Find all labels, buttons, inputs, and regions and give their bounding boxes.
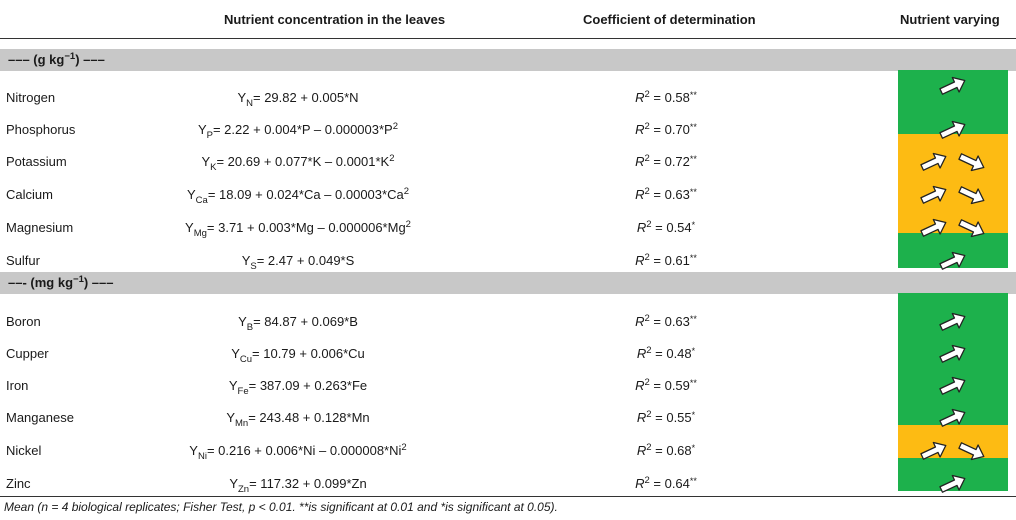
r2-symbol: $R^2$ bbox=[635, 186, 650, 202]
table-row bbox=[0, 122, 890, 140]
table-row bbox=[0, 346, 890, 364]
regression-equation bbox=[118, 346, 478, 365]
r2-symbol: $R^2$ bbox=[636, 345, 652, 361]
arrow-icon bbox=[937, 408, 969, 428]
r2-symbol: $R^2$ bbox=[635, 153, 650, 169]
arrow-icon bbox=[937, 76, 969, 96]
nutrient-varying-block bbox=[898, 425, 1008, 458]
table-row bbox=[0, 378, 890, 396]
arrow-icon bbox=[918, 218, 950, 238]
r2-value: = 0.55 bbox=[655, 410, 692, 425]
eq-body: = 20.69 + 0.077*K – 0.0001*K bbox=[216, 154, 390, 169]
r-squared bbox=[556, 220, 776, 235]
arrow-icon bbox=[956, 185, 988, 205]
eq-y-subscript: Cu bbox=[239, 354, 253, 365]
regression-equation bbox=[118, 378, 478, 397]
arrow-icon bbox=[956, 152, 988, 172]
eq-exponent: 2 bbox=[405, 219, 411, 230]
section-band-mg bbox=[0, 272, 1016, 294]
r2-value: = 0.68 bbox=[655, 443, 692, 458]
eq-y-subscript: Ca bbox=[195, 195, 208, 206]
arrow-icon bbox=[918, 441, 950, 461]
r-squared bbox=[556, 122, 776, 137]
r-squared bbox=[556, 443, 776, 458]
regression-equation bbox=[118, 442, 478, 462]
nutrient-name: Sulfur bbox=[6, 253, 40, 268]
r2-value: = 0.64 bbox=[653, 476, 690, 491]
regression-equation bbox=[118, 121, 478, 141]
significance-mark: ** bbox=[689, 476, 697, 486]
arrow-icon bbox=[937, 251, 969, 271]
eq-y-subscript: B bbox=[246, 322, 254, 333]
r2-value: = 0.61 bbox=[653, 253, 690, 268]
nutrient-name: Cupper bbox=[6, 346, 49, 361]
regression-equation bbox=[118, 410, 478, 429]
nutrient-name: Magnesium bbox=[6, 220, 74, 235]
eq-body: = 2.22 + 0.004*P – 0.000003*P bbox=[212, 122, 393, 137]
eq-y: Y bbox=[231, 346, 240, 361]
eq-y: Y bbox=[186, 187, 196, 202]
r-squared bbox=[556, 253, 776, 268]
r-squared bbox=[556, 378, 776, 393]
eq-y-subscript: Mg bbox=[193, 228, 207, 239]
arrow-icon bbox=[937, 344, 969, 364]
r2-value: = 0.72 bbox=[653, 154, 690, 169]
significance-mark: ** bbox=[689, 253, 697, 263]
regression-equation bbox=[118, 314, 478, 333]
nutrient-name: Zinc bbox=[6, 476, 31, 491]
r2-symbol: $R^2$ bbox=[635, 252, 650, 268]
eq-y-subscript: Mn bbox=[235, 418, 249, 429]
eq-body: = 84.87 + 0.069*B bbox=[253, 314, 358, 329]
significance-mark: * bbox=[691, 346, 696, 356]
r2-symbol: $R^2$ bbox=[635, 121, 650, 137]
nutrient-name: Boron bbox=[6, 314, 41, 329]
r2-symbol: $R^2$ bbox=[635, 475, 650, 491]
r2-value: = 0.63 bbox=[653, 314, 690, 329]
significance-mark: * bbox=[691, 220, 696, 230]
r2-value: = 0.70 bbox=[653, 122, 690, 137]
r-squared bbox=[556, 154, 776, 169]
eq-y: Y bbox=[228, 378, 238, 393]
eq-body: = 243.48 + 0.128*Mn bbox=[248, 410, 370, 425]
table-row bbox=[0, 154, 890, 172]
table-footnote: Mean (n = 4 biological replicates; Fisher Test, p < 0.01. **is significant at 0.01 and *is significant at 0.05). bbox=[4, 500, 558, 514]
eq-y-subscript: Fe bbox=[237, 386, 249, 397]
header-rule bbox=[0, 38, 1016, 39]
eq-y: Y bbox=[201, 154, 211, 169]
significance-mark: * bbox=[691, 443, 696, 453]
eq-y: Y bbox=[241, 253, 251, 268]
eq-y: Y bbox=[229, 476, 238, 491]
nutrient-name: Manganese bbox=[6, 410, 74, 425]
arrow-icon bbox=[918, 185, 950, 205]
r2-value: = 0.48 bbox=[655, 346, 692, 361]
table-row bbox=[0, 253, 890, 271]
significance-mark: ** bbox=[689, 122, 697, 132]
regression-equation bbox=[118, 186, 478, 206]
r2-symbol: $R^2$ bbox=[636, 409, 652, 425]
eq-y: Y bbox=[185, 220, 194, 235]
r2-value: = 0.54 bbox=[655, 220, 692, 235]
table-row bbox=[0, 410, 890, 428]
nutrient-name: Calcium bbox=[6, 187, 53, 202]
eq-body: = 117.32 + 0.099*Zn bbox=[249, 476, 367, 491]
significance-mark: ** bbox=[689, 90, 697, 100]
eq-body: = 18.09 + 0.024*Ca – 0.00003*Ca bbox=[207, 187, 404, 202]
regression-equation bbox=[118, 253, 478, 272]
r-squared bbox=[556, 346, 776, 361]
r2-symbol: $R^2$ bbox=[636, 442, 652, 458]
r-squared bbox=[556, 90, 776, 105]
nutrient-name: Iron bbox=[6, 378, 29, 393]
eq-y: Y bbox=[237, 90, 247, 105]
eq-y-subscript: Zn bbox=[238, 484, 250, 495]
table-row bbox=[0, 314, 890, 332]
table-row bbox=[0, 476, 890, 494]
nutrient-name: Nitrogen bbox=[6, 90, 56, 105]
eq-exponent: 2 bbox=[392, 121, 399, 132]
arrow-icon bbox=[956, 218, 988, 238]
eq-y-subscript: K bbox=[210, 162, 217, 173]
regression-equation bbox=[118, 153, 478, 173]
eq-y: Y bbox=[238, 314, 247, 329]
significance-mark: * bbox=[691, 410, 696, 420]
r-squared bbox=[556, 410, 776, 425]
eq-y-subscript: S bbox=[250, 261, 257, 272]
r-squared bbox=[556, 314, 776, 329]
eq-y: Y bbox=[226, 410, 236, 425]
eq-body: = 2.47 + 0.049*S bbox=[256, 253, 355, 268]
header-varying: Nutrient varying bbox=[900, 12, 1000, 27]
r-squared bbox=[556, 476, 776, 491]
eq-body: = 3.71 + 0.003*Mg – 0.000006*Mg bbox=[206, 220, 406, 235]
section-label-mg: ––- (mg $kg^{-1}$) ––– bbox=[8, 274, 114, 290]
nutrient-name: Nickel bbox=[6, 443, 42, 458]
nutrient-name: Phosphorus bbox=[6, 122, 76, 137]
eq-y: Y bbox=[189, 443, 198, 458]
table-row bbox=[0, 220, 890, 238]
r2-symbol: $R^2$ bbox=[635, 89, 650, 105]
eq-y-subscript: N bbox=[246, 98, 253, 109]
arrow-icon bbox=[937, 474, 969, 494]
eq-exponent: 2 bbox=[403, 186, 409, 197]
r2-symbol: $R^2$ bbox=[635, 313, 650, 329]
eq-y: Y bbox=[197, 122, 207, 137]
significance-mark: ** bbox=[689, 378, 697, 388]
r2-value: = 0.59 bbox=[653, 378, 690, 393]
eq-exponent: 2 bbox=[401, 442, 407, 453]
eq-body: = 10.79 + 0.006*Cu bbox=[252, 346, 365, 361]
nutrient-varying-block bbox=[898, 134, 1008, 233]
eq-body: = 29.82 + 0.005*N bbox=[253, 90, 359, 105]
arrow-icon bbox=[918, 152, 950, 172]
table-row bbox=[0, 187, 890, 205]
eq-y-subscript: P bbox=[206, 130, 213, 141]
section-band-g bbox=[0, 49, 1016, 71]
section-label-g: ––– (g $kg^{-1}$) ––– bbox=[8, 51, 105, 67]
table-row bbox=[0, 90, 890, 108]
r-squared bbox=[556, 187, 776, 202]
arrow-icon bbox=[937, 120, 969, 140]
eq-body: = 0.216 + 0.006*Ni – 0.000008*Ni bbox=[206, 443, 402, 458]
eq-body: = 387.09 + 0.263*Fe bbox=[248, 378, 368, 393]
arrow-icon bbox=[937, 376, 969, 396]
bottom-rule bbox=[0, 496, 1016, 497]
header-r2: Coefficient of determination bbox=[583, 12, 756, 27]
significance-mark: ** bbox=[689, 187, 697, 197]
table-row bbox=[0, 443, 890, 461]
eq-y-subscript: Ni bbox=[197, 451, 207, 462]
r2-symbol: $R^2$ bbox=[636, 219, 652, 235]
regression-equation bbox=[118, 90, 478, 109]
nutrient-name: Potassium bbox=[6, 154, 67, 169]
header-concentration: Nutrient concentration in the leaves bbox=[224, 12, 446, 27]
arrow-icon bbox=[956, 441, 988, 461]
regression-equation bbox=[118, 476, 478, 495]
eq-exponent: 2 bbox=[389, 153, 395, 164]
r2-value: = 0.63 bbox=[653, 187, 690, 202]
regression-equation bbox=[118, 219, 478, 239]
r2-value: = 0.58 bbox=[653, 90, 690, 105]
significance-mark: ** bbox=[689, 314, 697, 324]
arrow-icon bbox=[937, 312, 969, 332]
significance-mark: ** bbox=[689, 154, 697, 164]
r2-symbol: $R^2$ bbox=[635, 377, 650, 393]
